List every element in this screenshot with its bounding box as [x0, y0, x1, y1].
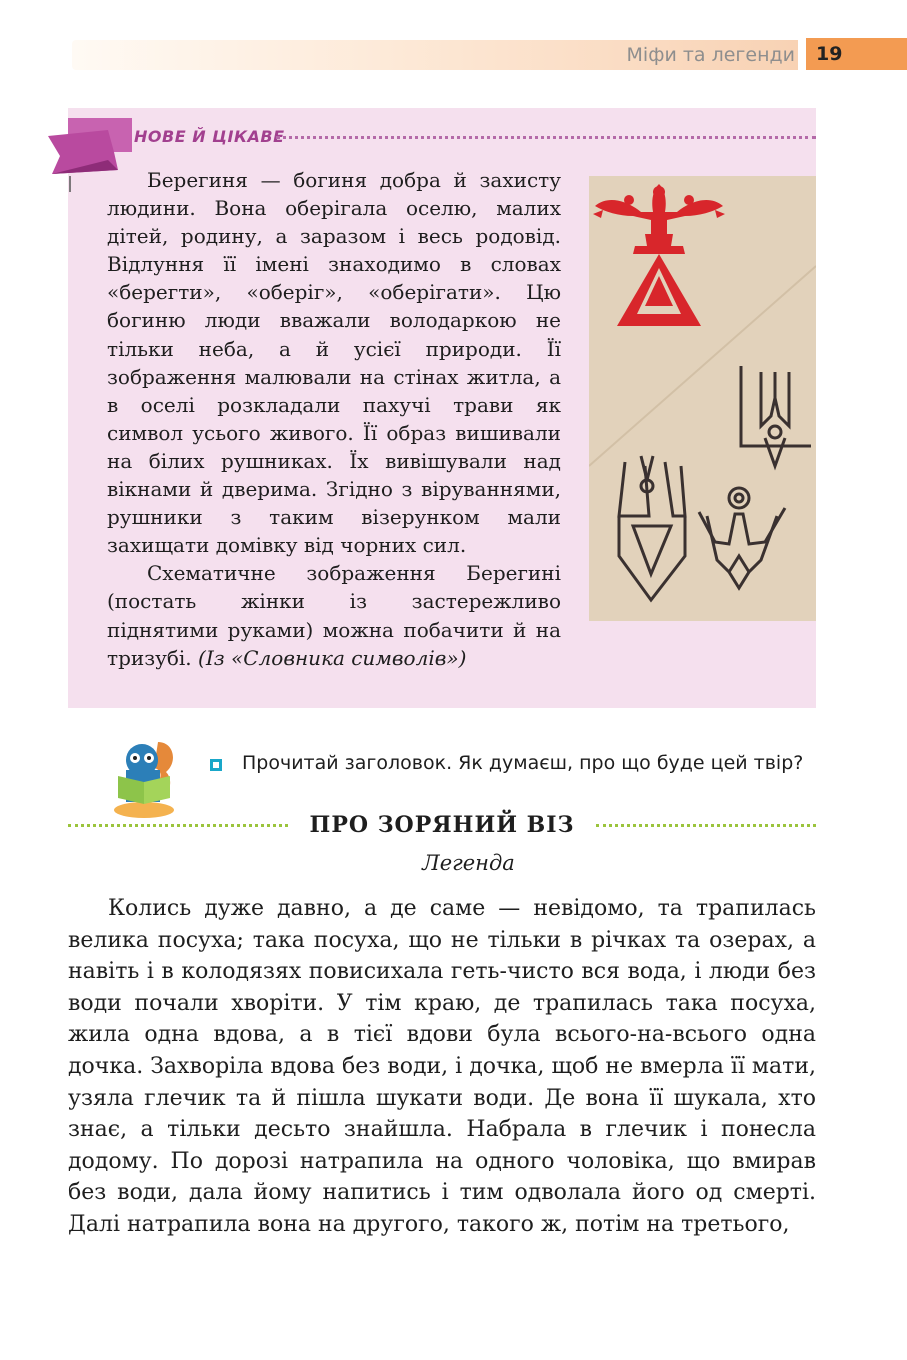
title-divider-left [68, 824, 288, 827]
box-heading: НОВЕ Й ЦІКАВЕ [134, 127, 285, 146]
section-title: Міфи та легенди [626, 44, 795, 66]
source-citation: (Із «Словника символів») [198, 645, 467, 670]
legend-subtitle: Легенда [422, 851, 515, 875]
info-paragraph: Схематичне зображення Берегині (постать жінки із застережливо піднятими руками) можна побачити й на тризубі. (Із «Словника символів») [107, 561, 561, 670]
owl-reader-icon [108, 738, 180, 820]
info-paragraph: Берегиня — богиня добра й захисту людини. Вона оберігала оселю, малих дітей, родину, а заразом і весь родовід. Відлуння її імені знаходимо в словах «берегти», «оберіг», «оберігати». Цю богиню люди вважали володаркою не тільки неба, а й усієї природи. Її зображення малювали на стінах житла, а в оселі розкладали пахучі трави як символ усього живого. Її образ вишивали на білих рушниках. Їх вивішували над вікнами й дверима. Згідно з віруваннями, рушники з таким візерунком мали захищати домівку від чорних сил. [107, 168, 561, 558]
title-divider-right [596, 824, 816, 827]
legend-body [68, 893, 816, 1241]
question-bullet-icon [210, 759, 222, 771]
legend-paragraph: Колись дуже давно, а де саме — невідомо, та трапилась велика посуха; така посуха, що не тільки в річках та озерах, а навіть і в колодязях повисихала геть-чисто вся вода, і люди без води почали хворіти. У тім краю, де трапилась така посуха, жила одна вдова, а в тієї вдови була всього-на-всього одна дочка. Захворіла вдова без води, і дочка, щоб не вмерла її мати, узяла глечик та й пішла шукати води. Де вона її шукала, хто знає, а тільки десьто знайшла. Набрала в глечик і понесла додому. По дорозі натрапила на одного чоловіка, що вмирав без води, дала йому напитись і тим одволала його од смерті. Далі натрапила вона на другого, такого ж, потім на третього, [68, 896, 816, 1237]
heading-divider [276, 136, 816, 139]
legend-title: ПРО ЗОРЯНИЙ ВІЗ [309, 812, 575, 838]
question-text: Прочитай заголовок. Як думаєш, про що буде цей твір? [242, 752, 804, 774]
info-box-text [107, 166, 561, 672]
page-number: 19 [806, 38, 907, 70]
berehynia-symbols-illustration [589, 176, 816, 621]
